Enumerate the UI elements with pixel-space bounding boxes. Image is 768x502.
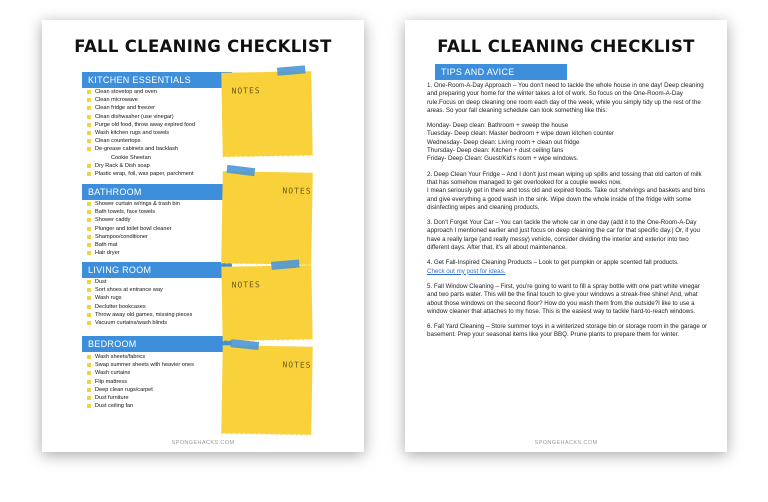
ideas-link[interactable]: Check out my post for ideas. xyxy=(427,267,506,275)
checklist-item: Clean fridge and freezer xyxy=(87,104,195,112)
checklist-item: Shower caddy xyxy=(87,216,180,224)
page-footer: SPONGEHACKS.COM xyxy=(171,440,235,446)
kitchen-list xyxy=(87,88,195,178)
tape-strip xyxy=(271,259,300,269)
checklist-item: Declutter bookcases xyxy=(87,303,192,311)
schedule-line: Wednesday- Deep clean: Living room + clean out fridge xyxy=(427,138,580,146)
sticky-note xyxy=(221,171,313,265)
page-title: FALL CLEANING CHECKLIST xyxy=(437,37,695,56)
checklist-item: Sort shoes at entrance way xyxy=(87,286,192,294)
checklist-item: Shampoo/conditioner xyxy=(87,233,180,241)
tips-heading: TIPS AND AVICE xyxy=(435,64,567,80)
checklist-item: Wash rugs xyxy=(87,294,192,302)
checklist-item: Shower curtain w/rings & trash bin xyxy=(87,200,180,208)
sticky-note xyxy=(221,265,312,341)
tape-strip xyxy=(277,65,306,75)
checklist-item: Clean microwave xyxy=(87,96,195,104)
note-label: NOTES xyxy=(282,360,312,370)
checklist-item: Swap summer sheets with heavier ones xyxy=(87,361,194,369)
sticky-note xyxy=(221,71,312,157)
checklist-item: Throw away old games, missing pieces xyxy=(87,311,192,319)
schedule-line: Tuesday- Deep clean: Master bedroom + wipe down kitchen counter xyxy=(427,130,615,138)
bathroom-list xyxy=(87,200,180,257)
checklist-item: Dust ceiling fan xyxy=(87,402,194,410)
checklist-item: Clean stovetop and oven xyxy=(87,88,195,96)
checklist-item: Wash curtains xyxy=(87,369,194,377)
checklist-item: Flip mattress xyxy=(87,378,194,386)
checklist-item: Plastic wrap, foil, wax paper, parchment xyxy=(87,170,195,178)
checklist-item: Dry Rack & Dish soap xyxy=(87,162,195,170)
checklist-item: Plunger and toilet bowl cleaner xyxy=(87,225,180,233)
section-heading-bathroom: BATHROOM xyxy=(82,184,232,200)
checklist-item: Purge old food, throw away expired food xyxy=(87,121,195,129)
checklist-item: Hair dryer xyxy=(87,249,180,257)
tip-paragraph: 4. Get Fall-Inspired Cleaning Products – Look to get pumpkin or apple scented fall products. xyxy=(427,259,679,267)
schedule-line: Thursday- Deep clean: Kitchen + dust ceiling fans xyxy=(427,147,564,155)
tip-paragraph: 6. Fall Yard Cleaning – Store summer toys in a winterized storage bin or storage room in the garage or basement. Prep your seasonal items like your BBQ. Prune plants to prepare them for winter. xyxy=(427,323,708,339)
checklist-item: Clean dishwasher (use vinegar) xyxy=(87,113,195,121)
tip-paragraph: 1. One-Room-A-Day Approach – You don't need to tackle the whole house in one day! Deep cleaning and preparing your home for the winter takes a lot of work. So focus on the One-Room-A-Day rule.Focus on deep cleaning one room each day of the week, while you simply tidy up the rest of the areas. So your fall cleaning schedule can look something like this: xyxy=(427,82,704,114)
checklist-item: Vacuum curtains/wash blinds xyxy=(87,319,192,327)
checklist-item: Cookie Sheetan xyxy=(111,154,151,161)
checklist-item: Wash kitchen rugs and towels xyxy=(87,129,195,137)
page-title: FALL CLEANING CHECKLIST xyxy=(74,37,332,56)
section-heading-living-room: LIVING ROOM xyxy=(82,262,232,278)
tip-paragraph: 3. Don't Forget Your Car – You can tackle the whole car in one day (add it to the One-Room-A-Day approach I mentioned earlier and just focus on deep cleaning the car for that specific day.) Or, if you have a really large (and really messy) vehicle, consider dividing the interior and exterior into two different days. After that, it's all about maintenance. xyxy=(427,219,700,252)
tip-paragraph: 5. Fall Window Cleaning – First, you're going to want to fill a spray bottle with one part white vinegar and two parts water. This will be the final touch to give your windows a streak-free shine! And, what about those windows on the second floor? How do you wash them from the outside?I like to use a window cleaner that attaches to my hose. This is the easiest way to tackle hard-to-reach windows. xyxy=(427,282,700,315)
checklist-item: Deep clean rugs/carpet xyxy=(87,386,194,394)
section-heading-bedroom: BEDROOM xyxy=(82,336,232,352)
checklist-item: Bath mat xyxy=(87,241,180,249)
checklist-item: Clean countertops xyxy=(87,137,195,145)
tape-strip xyxy=(230,339,259,350)
note-label: NOTES xyxy=(282,186,312,196)
checklist-page xyxy=(42,20,364,452)
living-room-list xyxy=(87,278,192,327)
checklist-item: Dust xyxy=(87,278,192,286)
tips-body xyxy=(427,82,710,347)
page-footer: SPONGEHACKS.COM xyxy=(534,440,598,446)
schedule-line: Monday- Deep clean: Bathroom + sweep the house xyxy=(427,122,569,130)
schedule-line: Friday- Deep Clean: Guest/Kid's room + wipe windows. xyxy=(427,155,579,163)
tip-paragraph: 2. Deep Clean Your Fridge – And I don't just mean wiping up spills and tossing that old carton of milk that has somehow managed to get overlooked for a couple weeks now. xyxy=(427,170,702,186)
note-label: NOTES xyxy=(231,86,261,96)
checklist-item: Dust furniture xyxy=(87,394,194,402)
tape-strip xyxy=(226,165,255,176)
tip-paragraph: I mean seriously get in there and toss old and expired foods. Take out shelvings and baskets and bins and give everything a good wash in the sink. Wipe down the whole inside of the fridge with some disinfecting wipes and cleaning products. xyxy=(427,187,706,211)
bedroom-list xyxy=(87,353,194,410)
checklist-item: Bath towels, face towels xyxy=(87,208,180,216)
note-label: NOTES xyxy=(231,280,261,290)
sticky-note xyxy=(221,345,313,435)
tips-page xyxy=(405,20,727,452)
checklist-item: De-grease cabinets and backlash xyxy=(87,145,195,153)
section-heading-kitchen: KITCHEN ESSENTIALS xyxy=(82,72,232,88)
checklist-item: Wash sheets/fabrics xyxy=(87,353,194,361)
